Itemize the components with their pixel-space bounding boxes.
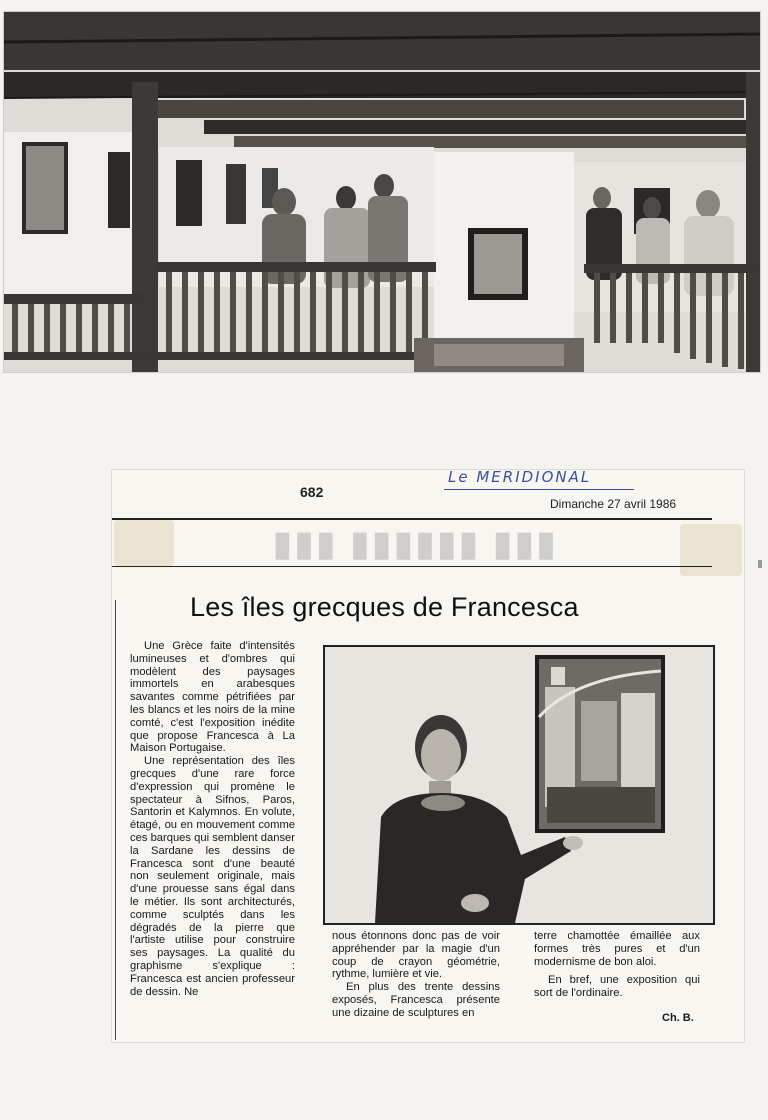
handwritten-source: Le MERIDIONAL: [448, 468, 592, 486]
article-photo: [323, 645, 715, 925]
paper-stain: [114, 520, 174, 566]
paragraph: En plus des trente dessins exposés, Francesca présente une dizaine de sculptures en: [332, 981, 500, 1019]
bleed-through-text: ▮▮▮ ▮▮▮▮▮▮ ▮▮▮: [270, 525, 556, 563]
paragraph: terre chamottée émaillée aux formes très pures et d'un modernisme de bon aloi.: [534, 930, 700, 968]
gallery-photo: [4, 12, 760, 372]
column-rule: [115, 600, 116, 1040]
article-column-1: [130, 640, 295, 998]
article-headline: Les îles grecques de Francesca: [190, 592, 579, 622]
paragraph: Une Grèce faite d'intensités lumineuses et d'ombres qui modèlent des paysages immortels en arabesques savantes comme pétrifiées par les blancs et les noirs de la mine comté, c'est l'exposition inédite que propose Francesca à La Maison Portugaise.: [130, 640, 295, 755]
article-column-3: [534, 930, 700, 1000]
paragraph: nous étonnons donc pas de voir appréhender par la magie d'un coup de crayon géométrie, rythme, lumière et vie.: [332, 930, 500, 981]
handwritten-underline: [444, 489, 634, 490]
paper-stain: [680, 524, 742, 576]
page-number: 682: [300, 484, 324, 500]
paragraph: En bref, une exposition qui sort de l'ordinaire.: [534, 974, 700, 1000]
article-column-2: [332, 930, 500, 1020]
margin-mark: [758, 560, 762, 568]
masthead-rule: [112, 518, 712, 520]
dateline: Dimanche 27 avril 1986: [550, 497, 677, 511]
masthead-rule-lower: [112, 566, 712, 567]
paragraph: Une représentation des îles grecques d'une rare force d'expression qui promène le spectateur à Sifnos, Paros, Santorin et Kalymnos. En volute, étagé, ou en mouvement comme ces barques qui semblent danser la Sardane les dessins de Francesca sont d'une beauté non seulement originale, mais d'une prouesse sans égal dans le métier. Ils sont architecturés, comme sculptés dans les dégradés de la pierre que l'artiste utilise pour construire ses paysages. La qualité du graphisme s'explique : Francesca est ancien professeur de dessin. Ne: [130, 755, 295, 998]
author-signature: Ch. B.: [662, 1012, 694, 1024]
